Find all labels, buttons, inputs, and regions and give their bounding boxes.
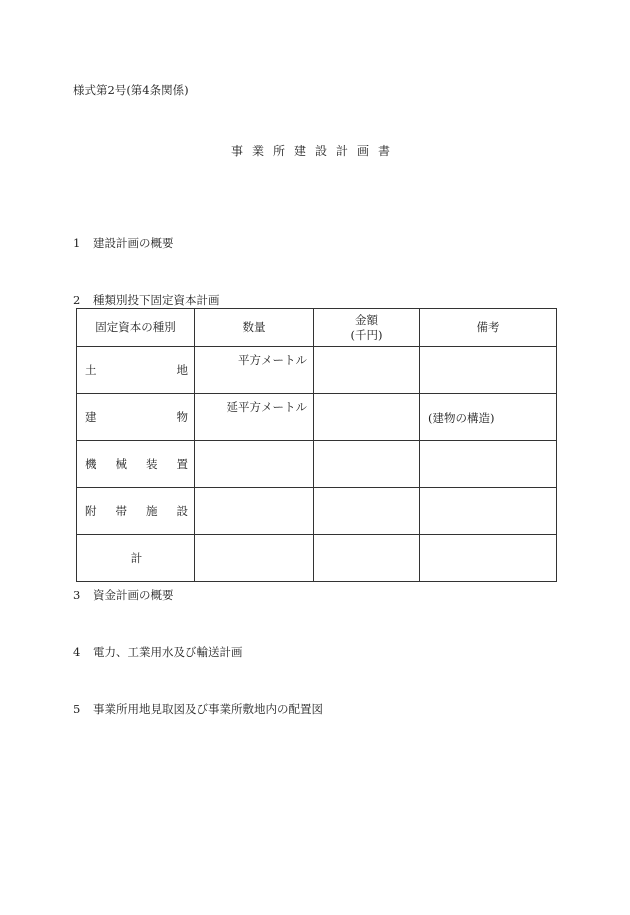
category-char: 建 xyxy=(85,410,97,424)
category-char: 械 xyxy=(115,457,127,471)
remarks-cell[interactable] xyxy=(420,347,557,394)
quantity-unit xyxy=(195,535,313,540)
section-number: 4 xyxy=(73,645,81,659)
remarks-cell[interactable] xyxy=(420,488,557,535)
section-number: 2 xyxy=(73,293,81,307)
section-2-heading xyxy=(73,292,220,308)
category-char: 地 xyxy=(176,363,188,377)
category-char: 置 xyxy=(176,457,188,471)
amount-cell[interactable] xyxy=(314,441,420,488)
table-row-total xyxy=(77,535,557,582)
section-title: 事業所用地見取図及び事業所敷地内の配置図 xyxy=(93,702,323,716)
table-row-facilities xyxy=(77,488,557,535)
category-cell xyxy=(77,488,195,535)
category-cell xyxy=(77,441,195,488)
document-title: 事業所建設計画書 xyxy=(230,144,399,158)
table-header-row xyxy=(77,309,557,347)
section-number: 5 xyxy=(73,702,81,716)
table-row-land xyxy=(77,347,557,394)
quantity-cell[interactable] xyxy=(195,441,314,488)
section-4-heading xyxy=(73,644,243,660)
quantity-unit xyxy=(195,488,313,493)
section-number: 1 xyxy=(73,236,81,250)
remarks-note: (建物の構造) xyxy=(428,411,495,425)
category-char: 装 xyxy=(146,457,158,471)
amount-cell[interactable] xyxy=(314,488,420,535)
section-title: 電力、工業用水及び輸送計画 xyxy=(93,645,243,659)
quantity-unit xyxy=(195,441,313,446)
quantity-cell[interactable] xyxy=(195,488,314,535)
remarks-note xyxy=(420,535,556,551)
category-cell xyxy=(77,347,195,394)
category-char: 設 xyxy=(176,504,188,518)
quantity-cell[interactable] xyxy=(195,535,314,582)
section-title: 建設計画の概要 xyxy=(93,236,174,250)
section-title: 種類別投下固定資本計画 xyxy=(93,293,220,307)
quantity-unit: 延平方メートル xyxy=(226,400,307,414)
table-row-machinery xyxy=(77,441,557,488)
header-amount xyxy=(314,309,420,347)
header-quantity: 数量 xyxy=(195,309,314,347)
remarks-cell[interactable] xyxy=(420,394,557,441)
remarks-note xyxy=(420,347,556,363)
remarks-note xyxy=(420,441,556,457)
header-remarks: 備考 xyxy=(420,309,557,347)
form-number-label: 様式第2号(第4条関係) xyxy=(73,83,189,97)
category-cell xyxy=(77,394,195,441)
remarks-cell[interactable] xyxy=(420,441,557,488)
remarks-cell[interactable] xyxy=(420,535,557,582)
fixed-capital-table xyxy=(76,308,557,582)
category-char: 附 xyxy=(85,504,97,518)
amount-cell[interactable] xyxy=(314,394,420,441)
section-5-heading xyxy=(73,701,323,717)
quantity-unit: 平方メートル xyxy=(238,353,307,367)
remarks-note xyxy=(420,488,556,504)
table-row-building xyxy=(77,394,557,441)
amount-cell[interactable] xyxy=(314,347,420,394)
category-char: 計 xyxy=(130,551,143,565)
category-char: 施 xyxy=(146,504,158,518)
category-char: 帯 xyxy=(115,504,127,518)
quantity-cell[interactable] xyxy=(195,347,314,394)
section-number: 3 xyxy=(73,588,81,602)
section-title: 資金計画の概要 xyxy=(93,588,174,602)
quantity-cell[interactable] xyxy=(195,394,314,441)
header-amount-label: 金額 xyxy=(355,312,378,327)
category-char: 物 xyxy=(176,410,188,424)
amount-cell[interactable] xyxy=(314,535,420,582)
category-cell xyxy=(77,535,195,582)
section-3-heading xyxy=(73,587,174,603)
section-1-heading xyxy=(73,235,174,251)
category-char: 機 xyxy=(85,457,97,471)
header-amount-unit: (千円) xyxy=(350,327,383,342)
header-capital-type: 固定資本の種別 xyxy=(77,309,195,347)
category-char: 土 xyxy=(85,363,97,377)
